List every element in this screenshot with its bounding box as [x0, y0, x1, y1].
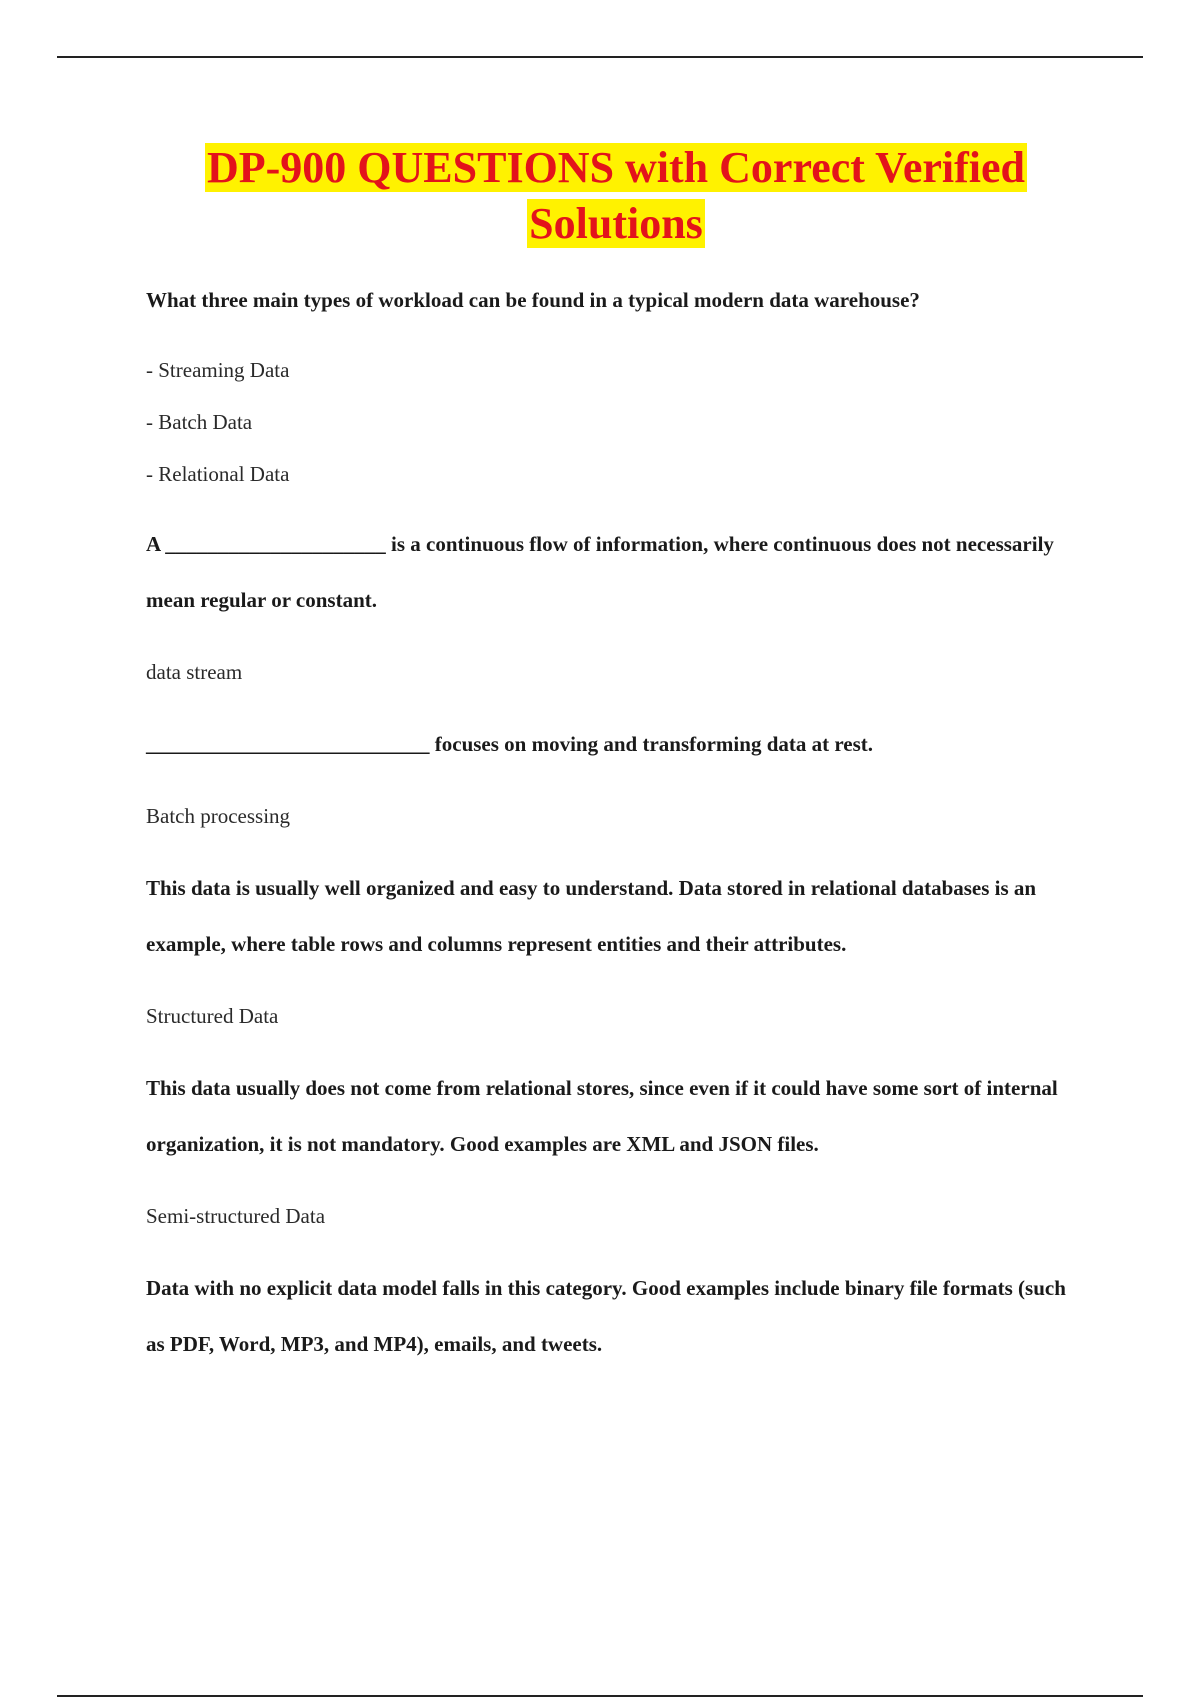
title-line-2: Solutions — [529, 199, 703, 248]
header-rule — [57, 56, 1143, 58]
answer-5: Semi-structured Data — [146, 1204, 326, 1228]
answer-2: data stream — [146, 660, 243, 684]
question-1: What three main types of workload can be found in a typical modern data warehouse? — [146, 288, 920, 312]
answer-1-line-3: - Relational Data — [146, 462, 290, 486]
question-5: This data usually does not come from relational stores, since even if it could have some sort of internal organization, it is not mandatory. Good examples are XML and JSON files. — [146, 1076, 1058, 1156]
answer-1-line-1: - Streaming Data — [146, 358, 290, 382]
answer-1-line-2: - Batch Data — [146, 410, 253, 434]
document-page — [146, 140, 1086, 1372]
question-6: Data with no explicit data model falls in this category. Good examples include binary file formats (such as PDF, Word, MP3, and MP4), emails, and tweets. — [146, 1276, 1066, 1356]
document-title — [146, 140, 1086, 252]
question-2: A _____________________ is a continuous flow of information, where continuous does not necessarily mean regular or constant. — [146, 532, 1054, 612]
footer-rule — [57, 1695, 1143, 1697]
answer-3: Batch processing — [146, 804, 291, 828]
answer-4: Structured Data — [146, 1004, 279, 1028]
question-4: This data is usually well organized and easy to understand. Data stored in relational databases is an example, where table rows and columns represent entities and their attributes. — [146, 876, 1037, 956]
title-line-1: DP-900 QUESTIONS with Correct Verified — [206, 143, 1026, 192]
question-3: ___________________________ focuses on moving and transforming data at rest. — [146, 732, 874, 756]
